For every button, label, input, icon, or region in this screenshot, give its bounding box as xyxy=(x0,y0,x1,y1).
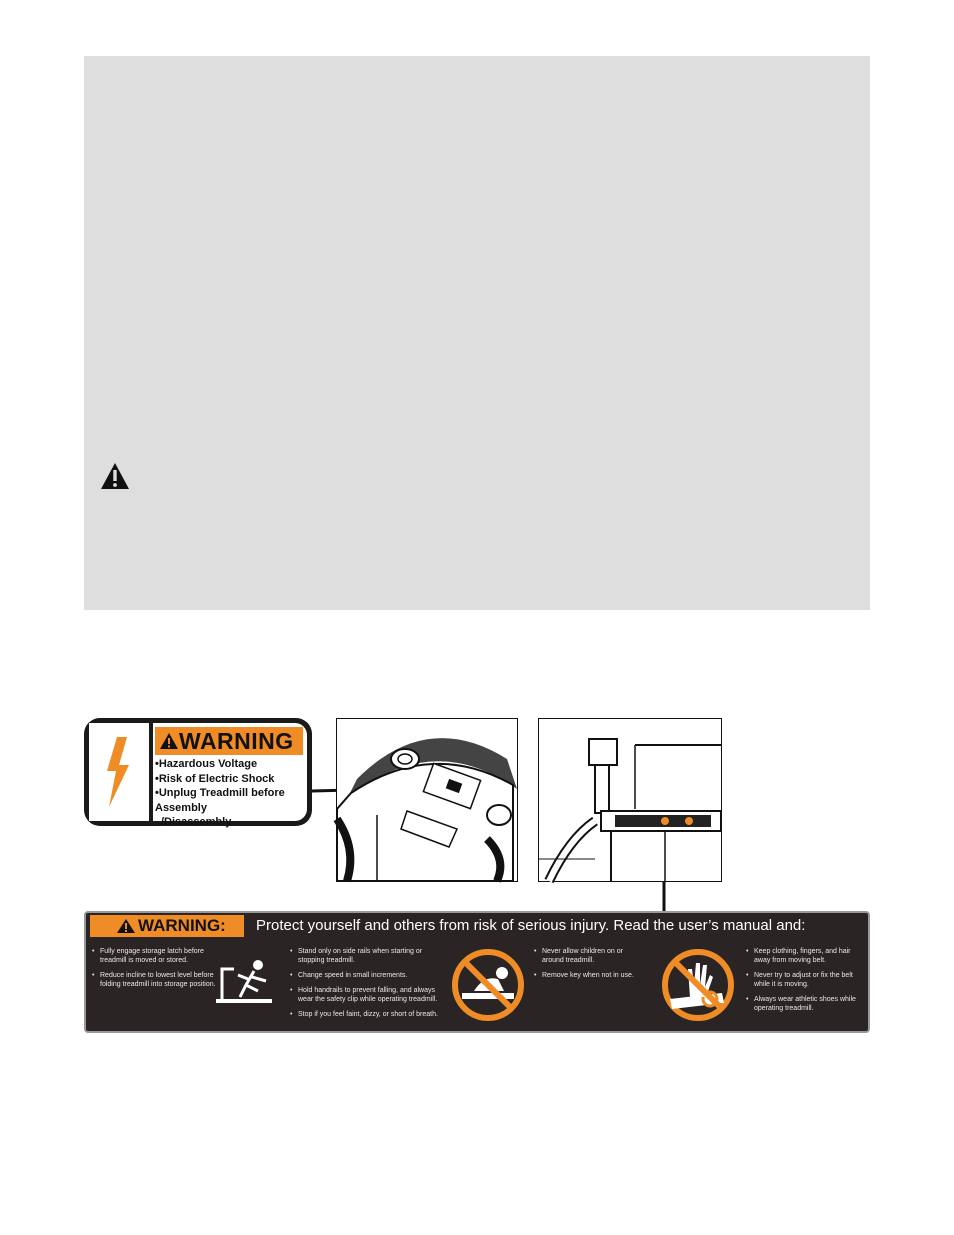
console-drawing xyxy=(337,719,517,881)
banner-item: • Never try to adjust or fix the belt while it is moving. xyxy=(746,971,862,989)
frame-base-illustration xyxy=(538,718,722,882)
banner-item: • Stand only on side rails when starting or stopping treadmill. xyxy=(290,947,450,965)
decal-line: •Unplug Treadmill before Assembly xyxy=(155,787,285,814)
banner-item: • Hold handrails to prevent falling, and always wear the safety clip while operating treadmill. xyxy=(290,986,450,1004)
banner-item: • Stop if you feel faint, dizzy, or short of breath. xyxy=(290,1010,450,1019)
no-hands-icon xyxy=(660,947,736,1023)
falling-user-icon xyxy=(212,957,278,1005)
treadmill-warning-banner xyxy=(84,911,870,1033)
banner-item: • Always wear athletic shoes while operating treadmill. xyxy=(746,995,862,1013)
banner-column-1 xyxy=(92,947,216,995)
banner-column-4 xyxy=(746,947,862,1019)
banner-column-2 xyxy=(290,947,450,1025)
decal-line: •Risk of Electric Shock xyxy=(155,772,275,785)
banner-item: • Reduce incline to lowest level before folding treadmill into storage position. xyxy=(92,971,216,989)
banner-header xyxy=(90,915,244,937)
banner-header-text: WARNING: xyxy=(138,916,226,935)
banner-title: Protect yourself and others from risk of serious injury. Read the user’s manual and: xyxy=(256,917,806,934)
banner-item: • Change speed in small increments. xyxy=(290,971,450,980)
console-illustration xyxy=(336,718,518,882)
decal-line: •Hazardous Voltage xyxy=(155,758,258,770)
warning-triangle-icon xyxy=(116,918,136,934)
banner-item: • Never allow children on or around treadmill. xyxy=(534,947,634,965)
no-children-icon xyxy=(450,947,526,1023)
banner-item: • Remove key when not in use. xyxy=(534,971,634,980)
banner-item: • Keep clothing, fingers, and hair away from moving belt. xyxy=(746,947,862,965)
banner-column-3 xyxy=(534,947,634,986)
frame-drawing xyxy=(539,719,721,881)
banner-item: • Fully engage storage latch before treadmill is moved or stored. xyxy=(92,947,216,965)
decal-line: /Disassembly. xyxy=(161,816,234,828)
decal-header-text: WARNING xyxy=(179,727,294,754)
